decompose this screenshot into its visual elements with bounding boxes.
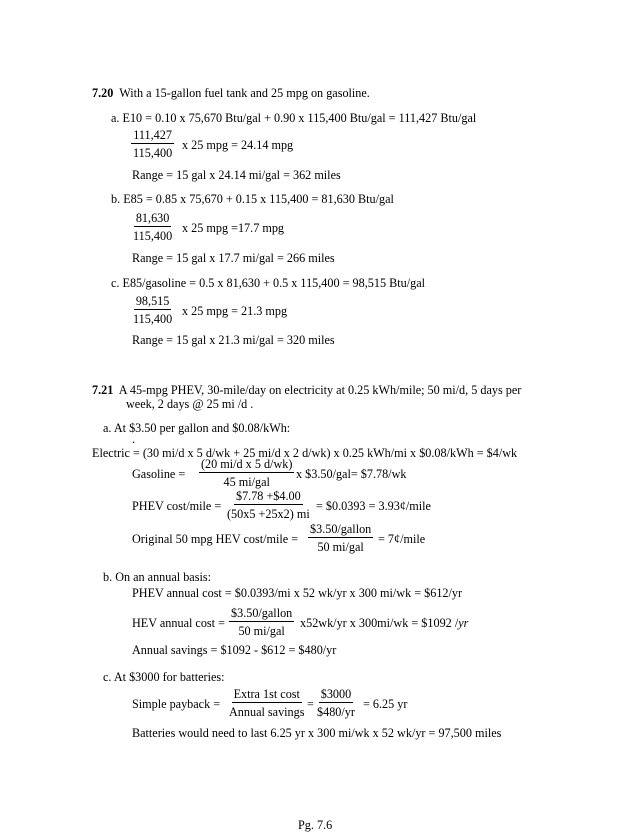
problem-number: 7.21 [92,383,114,397]
denominator: 115,400 [133,229,173,243]
numerator: 81,630 [135,211,170,225]
gasoline-result: x $3.50/gal= $7.78/wk [296,467,407,481]
problem-7-20-heading [92,86,370,100]
phev-annual-cost: PHEV annual cost = $0.0393/mi x 52 wk/yr x 300 mi/wk = $612/yr [132,586,463,600]
part-a-range: Range = 15 gal x 24.14 mi/gal = 362 miles [132,168,341,182]
numerator: Extra 1st cost [233,687,300,701]
hev-cost-label: Original 50 mpg HEV cost/mile = [132,532,299,546]
battery-life: Batteries would need to last 6.25 yr x 300 mi/wk x 52 wk/yr = 97,500 miles [132,726,502,740]
denominator: $480/yr [317,705,355,719]
part-c-equation: c. E85/gasoline = 0.5 x 81,630 + 0.5 x 115,400 = 98,515 Btu/gal [111,276,426,290]
payback-equals: = [307,697,314,711]
denominator: Annual savings [229,705,305,719]
fraction-a [131,128,174,160]
fraction-c [131,294,174,326]
payback-fraction-values [315,687,357,719]
part-c-label: c. At $3000 for batteries: [103,670,225,684]
part-c-result: x 25 mpg = 21.3 mpg [182,304,288,318]
annual-savings: Annual savings = $1092 - $612 = $480/yr [132,643,337,657]
problem-7-21-heading [92,383,521,397]
phev-cost-result: = $0.0393 = 3.93¢/mile [316,499,431,513]
hev-cost-result: = 7¢/mile [378,532,426,546]
denominator: 45 mi/gal [223,475,270,489]
numerator: $7.78 +$4.00 [235,489,301,503]
heading-text: With a 15-gallon fuel tank and 25 mpg on gasoline. [119,86,370,100]
part-b-label: b. On an annual basis: [103,570,211,584]
hev-annual-fraction [229,606,294,638]
denominator: (50x5 +25x2) mi [227,507,310,521]
part-c-range: Range = 15 gal x 21.3 mi/gal = 320 miles [132,333,335,347]
heading-continuation: week, 2 days @ 25 mi /d . [126,397,254,411]
result-unit: yr [458,616,469,630]
part-a-equation: a. E10 = 0.10 x 75,670 Btu/gal + 0.90 x 115,400 Btu/gal = 111,427 Btu/gal [111,111,477,125]
hev-cost-fraction [308,522,373,554]
stray-dot: . [132,432,136,446]
numerator: 111,427 [133,128,172,142]
payback-result: = 6.25 yr [363,697,408,711]
problem-number: 7.20 [92,86,114,100]
denominator: 115,400 [133,312,173,326]
numerator: $3.50/gallon [310,522,372,536]
heading-text: A 45-mpg PHEV, 30-mile/day on electricity at 0.25 kWh/mile; 50 mi/d, 5 days per [118,383,522,397]
numerator: (20 mi/d x 5 d/wk) [201,457,293,471]
denominator: 50 mi/gal [317,540,364,554]
numerator: $3.50/gallon [231,606,293,620]
part-a-label: a. At $3.50 per gallon and $0.08/kWh: [103,421,291,435]
phev-cost-fraction [225,489,312,521]
numerator: $3000 [320,687,352,701]
page-number: Pg. 7.6 [298,818,333,832]
gasoline-label: Gasoline = [132,467,186,481]
electric-cost-line: Electric = (30 mi/d x 5 d/wk + 25 mi/d x 2 d/wk) x 0.25 kWh/mi x $0.08/kWh = $4/wk [92,446,518,460]
gasoline-fraction [199,457,294,489]
part-b-equation: b. E85 = 0.85 x 75,670 + 0.15 x 115,400 = 81,630 Btu/gal [111,192,394,206]
numerator: 98,515 [135,294,170,308]
payback-fraction [227,687,307,719]
result-text: x52wk/yr x 300mi/wk = $1092 / [300,616,459,630]
fraction-b [131,211,174,243]
denominator: 50 mi/gal [238,624,285,638]
part-b-range: Range = 15 gal x 17.7 mi/gal = 266 miles [132,251,335,265]
phev-cost-label: PHEV cost/mile = [132,499,222,513]
denominator: 115,400 [133,146,173,160]
part-b-result: x 25 mpg =17.7 mpg [182,221,285,235]
part-a-result: x 25 mpg = 24.14 mpg [182,138,294,152]
hev-annual-label: HEV annual cost = [132,616,225,630]
hev-annual-result [300,616,468,630]
payback-label: Simple payback = [132,697,221,711]
